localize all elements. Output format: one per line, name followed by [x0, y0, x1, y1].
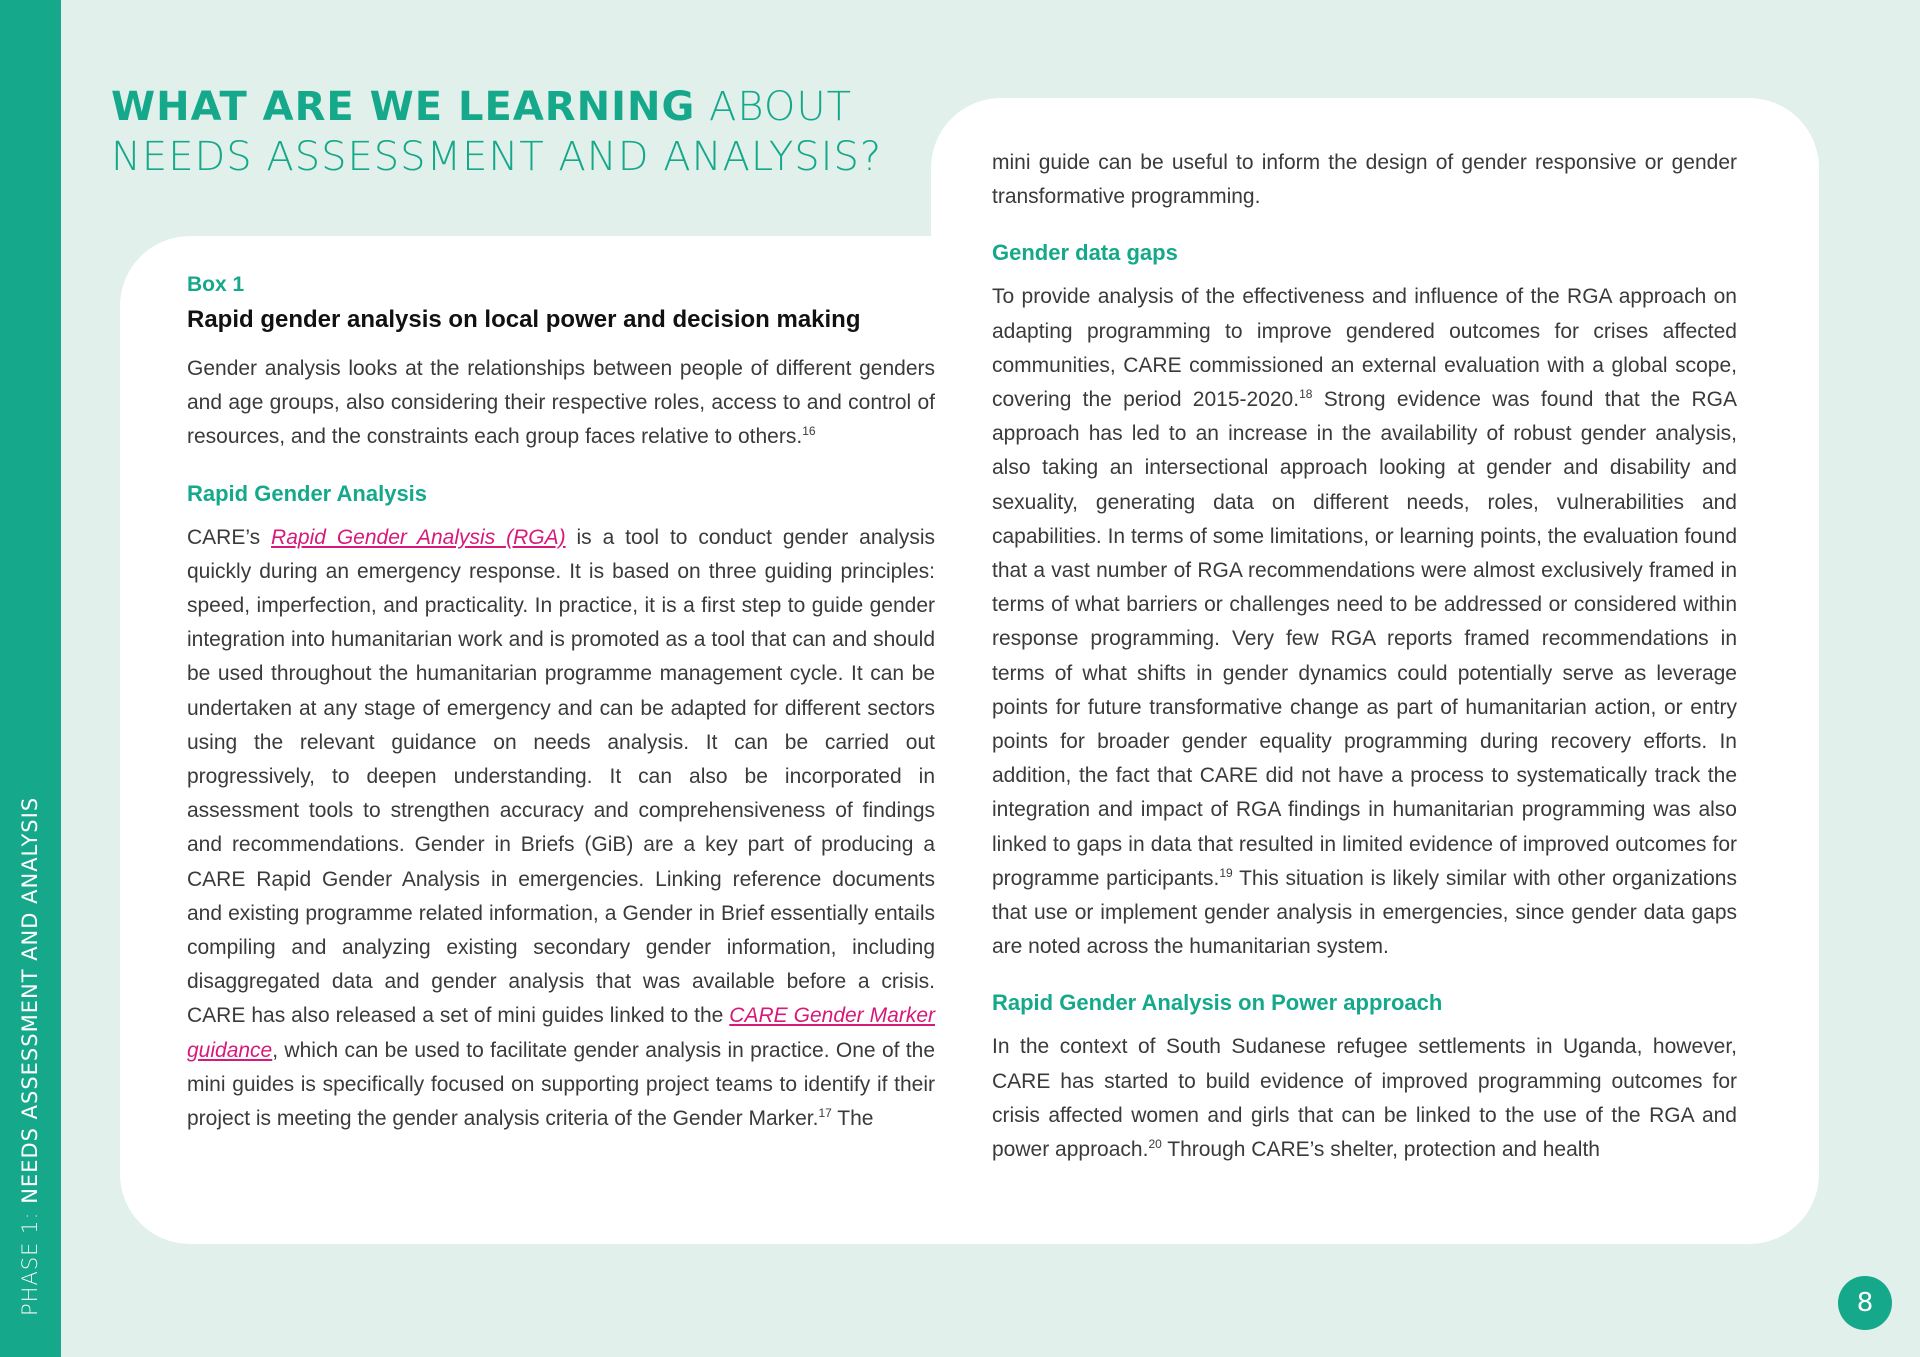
rga-text-start: CARE’s: [187, 525, 272, 549]
intro-text: Gender analysis looks at the relationships between people of different genders and age groups, also considering their respective roles, access to and control of resources, and the constraints each group faces relative to others.: [187, 357, 935, 449]
gender-marker-link[interactable]: CARE Gender Marker guidance: [187, 1004, 935, 1062]
gaps-text-3: This situation is likely similar with other organizations that use or implement gender analysis in emergencies, since gender data gaps are noted across the humanitarian system.: [992, 866, 1737, 959]
section-label: [16, 797, 44, 1316]
intro-paragraph: [187, 352, 935, 455]
gaps-text-2: Strong evidence was found that the RGA approach has led to an increase in the availability of robust gender analysis, also taking an intersectional approach looking at gender and disability and sexuality, generating data on different needs, roles, vulnerabilities and capabilities. In terms of some limitations, or learning points, the evaluation found that a vast number of RGA recommendations were almost exclusively framed in terms of what barriers or challenges need to be addressed or considered within response programming. Very few RGA reports framed recommendations in terms of what shifts in gender dynamics could potentially serve as leverage points for future transformative change as part of humanitarian action, or entry points for broader gender equality programming during recovery efforts. In addition, the fact that CARE did not have a process to systematically track the integration and impact of RGA findings in humanitarian programming was also linked to gaps in data that resulted in limited evidence of improved outcomes for programme participants.: [992, 388, 1737, 890]
rga-paragraph: [187, 521, 935, 1137]
rga-heading: Rapid Gender Analysis: [187, 480, 428, 506]
title-light-1: ABOUT: [709, 84, 853, 130]
power-heading: Rapid Gender Analysis on Power approach: [992, 990, 1443, 1016]
footnote-ref-20: 20: [1148, 1137, 1162, 1152]
power-text-1: In the context of South Sudanese refugee settlements in Uganda, however, CARE has started to build evidence of improved programming outcomes for crisis affected women and girls that can be linked to the use of the RGA and power approach.: [992, 1035, 1737, 1162]
gaps-paragraph: [992, 280, 1737, 964]
footnote-ref-18: 18: [1299, 387, 1313, 402]
footnote-ref-19: 19: [1219, 865, 1233, 880]
title-light-2: NEEDS ASSESSMENT AND ANALYSIS?: [111, 134, 883, 180]
sidebar: [0, 0, 61, 1357]
continued-paragraph: mini guide can be useful to inform the design of gender responsive or gender transformative programming.: [992, 151, 1737, 209]
title-bold: WHAT ARE WE LEARNING: [111, 84, 696, 130]
rga-link[interactable]: Rapid Gender Analysis (RGA): [271, 525, 566, 549]
box-column-right: [992, 146, 1737, 1167]
footnote-ref-17: 17: [818, 1106, 832, 1121]
rga-text-tail: The: [831, 1107, 874, 1131]
gaps-text-1: To provide analysis of the effectiveness and influence of the RGA approach on adapting programming to improve gendered outcomes for crises affected communities, CARE commissioned an external evaluation with a global scope, covering the period 2015-2020.: [992, 285, 1737, 412]
phase-name: NEEDS ASSESSMENT AND ANALYSIS: [18, 796, 42, 1204]
page-number: 8: [1838, 1276, 1892, 1330]
rga-text-middle: is a tool to conduct gender analysis quickly during an emergency response. It is based on three guiding principles: speed, imperfection, and practicality. In practice, it is a first step to guide gender integration into humanitarian work and is promoted as a tool that can and should be used throughout the humanitarian programme management cycle. It can be undertaken at any stage of emergency and can be adapted for different sectors using the relevant guidance on needs analysis. It can be carried out progressively, to deepen understanding. It can also be incorporated in assessment tools to strengthen accuracy and comprehensiveness of findings and recommendations. Gender in Briefs (GiB) are a key part of producing a CARE Rapid Gender Analysis in emergencies. Linking reference documents and existing programme related information, a Gender in Brief essentially entails compiling and analyzing existing secondary gender information, including disaggregated data and gender analysis that was available before a crisis. CARE has also released a set of mini guides linked to the: [187, 525, 936, 1028]
box-column-left: [187, 266, 935, 1136]
rga-text-end: , which can be used to facilitate gender analysis in practice. One of the mini guides is specifically focused on supporting project teams to identify if their project is meeting the gender analysis criteria of the Gender Marker.: [187, 1038, 935, 1131]
page-title: [111, 82, 882, 182]
box-title: Rapid gender analysis on local power and decision making: [187, 306, 861, 333]
phase-prefix: PHASE 1:: [18, 1211, 42, 1316]
footnote-ref-16: 16: [802, 424, 816, 439]
power-paragraph: [992, 1030, 1737, 1167]
power-text-2: Through CARE’s shelter, protection and health: [1161, 1138, 1600, 1162]
gaps-heading: Gender data gaps: [992, 240, 1178, 266]
box-label: Box 1: [187, 273, 245, 296]
